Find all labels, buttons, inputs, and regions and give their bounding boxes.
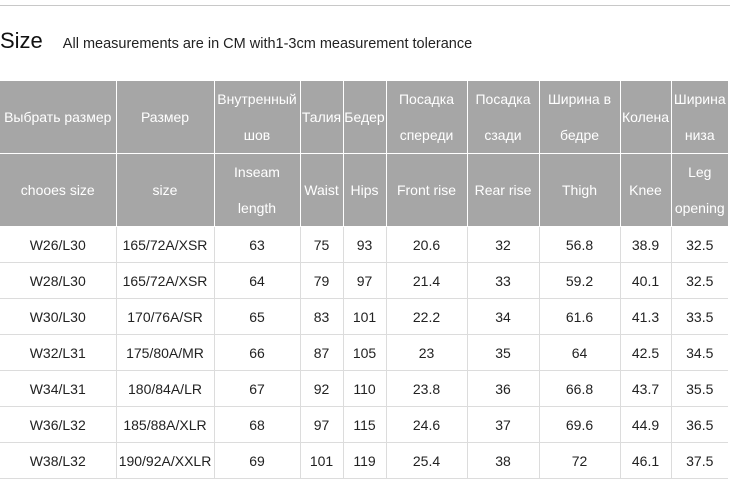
table-cell: 44.9 bbox=[620, 407, 671, 443]
header-cell: Thigh bbox=[539, 154, 620, 227]
header-cell: Ширина низа bbox=[671, 81, 728, 154]
table-cell: 185/88A/XLR bbox=[116, 407, 214, 443]
header-cell: Внутренный шов bbox=[214, 81, 300, 154]
size-chart-table bbox=[0, 81, 728, 479]
table-cell: 46.1 bbox=[620, 443, 671, 479]
table-cell: 32.5 bbox=[671, 263, 728, 299]
header-cell: Leg opening bbox=[671, 154, 728, 227]
top-divider bbox=[0, 5, 730, 6]
header-cell: Бедер bbox=[343, 81, 386, 154]
header-cell: Front rise bbox=[386, 154, 467, 227]
table-cell: 66 bbox=[214, 335, 300, 371]
measurement-note: All measurements are in CM with1-3cm measurement tolerance bbox=[62, 36, 473, 52]
table-cell: 115 bbox=[343, 407, 386, 443]
table-cell: 65 bbox=[214, 299, 300, 335]
header-cell: Колена bbox=[620, 81, 671, 154]
table-cell: 69.6 bbox=[539, 407, 620, 443]
table-cell: 68 bbox=[214, 407, 300, 443]
table-row bbox=[0, 263, 728, 299]
size-heading bbox=[0, 28, 472, 58]
header-cell: Rear rise bbox=[467, 154, 539, 227]
table-cell: 66.8 bbox=[539, 371, 620, 407]
table-cell: 35 bbox=[467, 335, 539, 371]
header-cell: Посадка спереди bbox=[386, 81, 467, 154]
table-cell: 24.6 bbox=[386, 407, 467, 443]
table-cell: 40.1 bbox=[620, 263, 671, 299]
table-cell: 63 bbox=[214, 227, 300, 263]
table-cell: 165/72A/XSR bbox=[116, 227, 214, 263]
table-cell: 34 bbox=[467, 299, 539, 335]
table-cell: W28/L30 bbox=[0, 263, 116, 299]
table-cell: 21.4 bbox=[386, 263, 467, 299]
table-cell: 64 bbox=[214, 263, 300, 299]
table-row bbox=[0, 443, 728, 479]
header-cell: Размер bbox=[116, 81, 214, 154]
header-cell: Выбрать размер bbox=[0, 81, 116, 154]
table-cell: 33.5 bbox=[671, 299, 728, 335]
header-cell: Waist bbox=[300, 154, 343, 227]
table-cell: 34.5 bbox=[671, 335, 728, 371]
table-cell: 97 bbox=[343, 263, 386, 299]
header-cell: Посадка сзади bbox=[467, 81, 539, 154]
table-cell: 35.5 bbox=[671, 371, 728, 407]
table-cell: 61.6 bbox=[539, 299, 620, 335]
table-cell: 25.4 bbox=[386, 443, 467, 479]
table-cell: 38 bbox=[467, 443, 539, 479]
table-cell: 36 bbox=[467, 371, 539, 407]
table-cell: 23 bbox=[386, 335, 467, 371]
table-cell: 110 bbox=[343, 371, 386, 407]
table-cell: 22.2 bbox=[386, 299, 467, 335]
table-cell: 56.8 bbox=[539, 227, 620, 263]
header-cell: Ширина в бедре bbox=[539, 81, 620, 154]
table-row bbox=[0, 227, 728, 263]
table-row bbox=[0, 371, 728, 407]
header-cell: Hips bbox=[343, 154, 386, 227]
table-cell: 33 bbox=[467, 263, 539, 299]
table-cell: 175/80A/MR bbox=[116, 335, 214, 371]
table-cell: 105 bbox=[343, 335, 386, 371]
table-cell: 97 bbox=[300, 407, 343, 443]
table-row bbox=[0, 335, 728, 371]
header-cell: Талия bbox=[300, 81, 343, 154]
table-cell: 69 bbox=[214, 443, 300, 479]
table-cell: 101 bbox=[343, 299, 386, 335]
table-cell: 20.6 bbox=[386, 227, 467, 263]
table-cell: 67 bbox=[214, 371, 300, 407]
table-cell: 64 bbox=[539, 335, 620, 371]
table-cell: 83 bbox=[300, 299, 343, 335]
table-cell: 32 bbox=[467, 227, 539, 263]
table-cell: 170/76A/SR bbox=[116, 299, 214, 335]
table-cell: 79 bbox=[300, 263, 343, 299]
table-cell: 72 bbox=[539, 443, 620, 479]
table-cell: 165/72A/XSR bbox=[116, 263, 214, 299]
table-cell: W34/L31 bbox=[0, 371, 116, 407]
header-cell: size bbox=[116, 154, 214, 227]
size-title: Size bbox=[0, 28, 43, 53]
table-cell: 92 bbox=[300, 371, 343, 407]
table-cell: 93 bbox=[343, 227, 386, 263]
header-cell: chooes size bbox=[0, 154, 116, 227]
table-cell: 42.5 bbox=[620, 335, 671, 371]
table-cell: 41.3 bbox=[620, 299, 671, 335]
table-row bbox=[0, 407, 728, 443]
table-cell: 36.5 bbox=[671, 407, 728, 443]
table-cell: 87 bbox=[300, 335, 343, 371]
header-cell: Inseam length bbox=[214, 154, 300, 227]
header-row-english bbox=[0, 154, 728, 227]
size-chart-body bbox=[0, 81, 728, 479]
table-cell: 101 bbox=[300, 443, 343, 479]
table-cell: 38.9 bbox=[620, 227, 671, 263]
table-cell: 119 bbox=[343, 443, 386, 479]
table-cell: W30/L30 bbox=[0, 299, 116, 335]
table-cell: W26/L30 bbox=[0, 227, 116, 263]
table-cell: W38/L32 bbox=[0, 443, 116, 479]
table-cell: 43.7 bbox=[620, 371, 671, 407]
table-cell: 75 bbox=[300, 227, 343, 263]
table-cell: 59.2 bbox=[539, 263, 620, 299]
table-cell: 37.5 bbox=[671, 443, 728, 479]
table-cell: 23.8 bbox=[386, 371, 467, 407]
table-cell: 37 bbox=[467, 407, 539, 443]
table-cell: 180/84A/LR bbox=[116, 371, 214, 407]
header-row-russian bbox=[0, 81, 728, 154]
table-cell: 190/92A/XXLR bbox=[116, 443, 214, 479]
table-row bbox=[0, 299, 728, 335]
table-cell: W32/L31 bbox=[0, 335, 116, 371]
header-cell: Knee bbox=[620, 154, 671, 227]
table-cell: W36/L32 bbox=[0, 407, 116, 443]
table-cell: 32.5 bbox=[671, 227, 728, 263]
